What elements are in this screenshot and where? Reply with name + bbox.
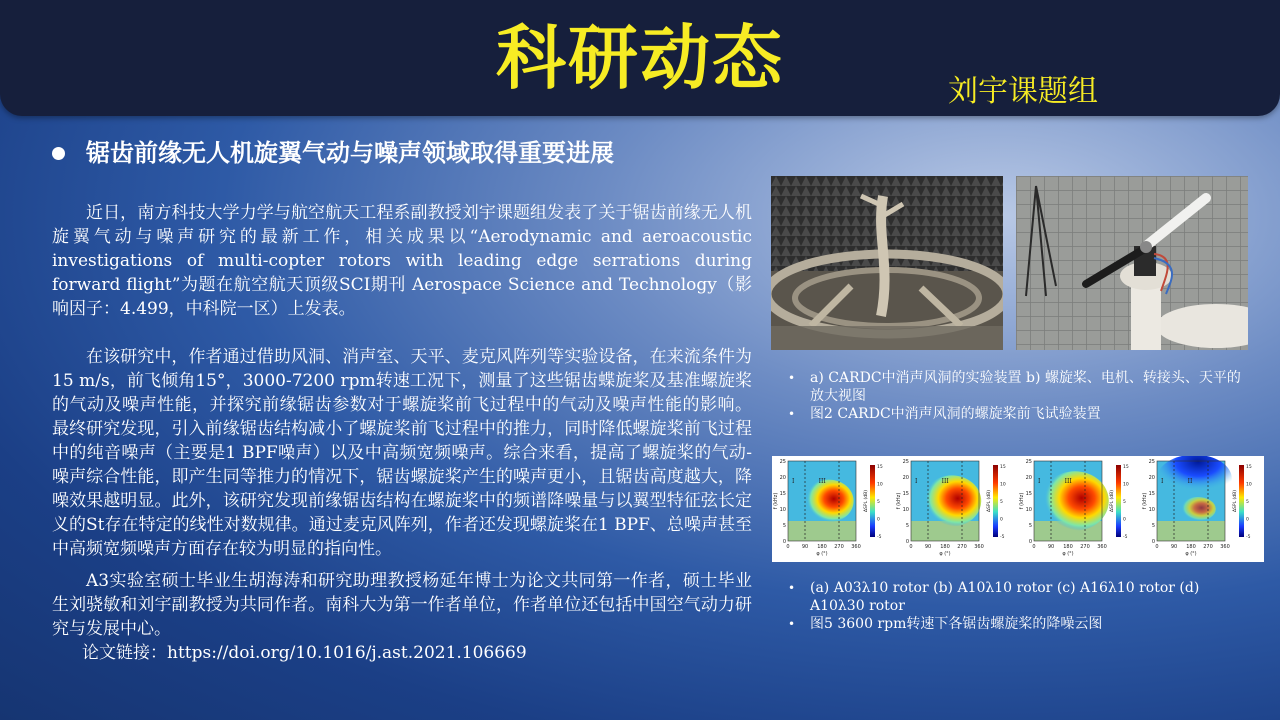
colorbar-tick-label: 0 <box>1246 517 1249 523</box>
figure2-caption-panels: • a) CARDC中消声风洞的实验装置 b) 螺旋桨、电机、转接头、天平的放大视图 <box>788 369 1248 405</box>
heatmap-panel <box>1142 456 1252 557</box>
colorbar-label: ΔSPL (dB) <box>1233 489 1238 513</box>
figure5-caption-title: • 图5 3600 rpm转速下各锯齿螺旋桨的降噪云图 <box>788 615 1248 633</box>
wind-tunnel-illustration <box>771 176 1003 350</box>
heatmap-low-band <box>1157 521 1225 541</box>
paragraph-authors: A3实验室硕士毕业生胡海涛和研究助理教授杨延年博士为论文共同第一作者，硕士毕业生刘骁敏和刘宇副教授为共同作者。南科大为第一作者单位，作者单位还包括中国空气动力研究与发展中心。 <box>52 571 752 639</box>
figure5-caption-panels: • (a) A03λ10 rotor (b) A10λ10 rotor (c) A16λ10 rotor (d) A10λ30 rotor <box>788 579 1248 615</box>
colorbar-tick-label: 15 <box>1246 465 1252 470</box>
colorbar-tick-label: -5 <box>1000 535 1005 540</box>
x-axis-label: φ (°) <box>1185 551 1197 557</box>
colorbar-tick-label: 15 <box>1000 465 1006 470</box>
x-tick-label: 90 <box>924 544 932 550</box>
colorbar-tick-label: 15 <box>877 465 883 470</box>
x-tick-label: 180 <box>817 544 827 550</box>
title-banner <box>0 0 1280 116</box>
colorbar <box>1116 465 1121 537</box>
y-tick-label: 0 <box>905 539 909 545</box>
y-tick-label: 10 <box>1025 507 1032 513</box>
propeller-photo <box>1016 176 1248 350</box>
x-tick-label: 90 <box>801 544 809 550</box>
heatmap-hot-region <box>1180 497 1216 521</box>
article-body <box>52 201 752 665</box>
y-tick-label: 15 <box>902 491 909 497</box>
colorbar <box>993 465 998 537</box>
colorbar-tick-label: 5 <box>1000 500 1003 505</box>
bullet-icon <box>52 147 65 160</box>
x-tick-label: 90 <box>1170 544 1178 550</box>
x-tick-label: 0 <box>1155 544 1159 550</box>
y-tick-label: 20 <box>779 475 786 481</box>
x-tick-label: 360 <box>851 544 861 550</box>
colorbar-tick-label: 0 <box>877 517 880 523</box>
y-tick-label: 25 <box>902 459 909 465</box>
region-label: I <box>1161 478 1164 485</box>
section-heading-text: 锯齿前缘无人机旋翼气动与噪声领域取得重要进展 <box>86 139 614 167</box>
heatmap-panel <box>773 459 883 557</box>
y-tick-label: 15 <box>1025 491 1032 497</box>
paper-link[interactable]: 论文链接：https://doi.org/10.1016/j.ast.2021.106669 <box>82 643 527 663</box>
colorbar-tick-label: -5 <box>1246 535 1251 540</box>
region-label: I <box>792 478 795 485</box>
figure2-captions <box>788 369 1248 423</box>
y-axis-label: f (kHz) <box>1019 492 1025 510</box>
colorbar <box>870 465 875 537</box>
region-label: I <box>915 478 918 485</box>
y-tick-label: 25 <box>779 459 786 465</box>
heatmap-hot-region <box>804 480 854 523</box>
y-tick-label: 0 <box>782 539 786 545</box>
y-tick-label: 25 <box>1148 459 1155 465</box>
x-tick-label: 180 <box>1186 544 1196 550</box>
figure2-caption-title: • 图2 CARDC中消声风洞的螺旋桨前飞试验装置 <box>788 405 1248 423</box>
colorbar-tick-label: -5 <box>877 535 882 540</box>
y-tick-label: 5 <box>1151 523 1155 529</box>
heatmap-cold-region <box>1157 456 1232 503</box>
y-tick-label: 10 <box>1148 507 1155 513</box>
colorbar-label: ΔSPL (dB) <box>987 489 992 513</box>
figure5-captions <box>788 579 1248 633</box>
colorbar-tick-label: 0 <box>1000 517 1003 523</box>
y-tick-label: 0 <box>1151 539 1155 545</box>
region-label: III <box>818 478 826 485</box>
x-tick-label: 90 <box>1047 544 1055 550</box>
colorbar-tick-label: 0 <box>1123 517 1126 523</box>
x-tick-label: 270 <box>1080 544 1090 550</box>
noise-reduction-figure <box>772 456 1264 562</box>
x-tick-label: 270 <box>957 544 967 550</box>
noise-reduction-heatmaps <box>772 456 1264 562</box>
x-tick-label: 180 <box>1063 544 1073 550</box>
propeller-illustration <box>1016 176 1248 350</box>
y-tick-label: 10 <box>779 507 786 513</box>
page-title: 科研动态 <box>496 17 784 99</box>
x-tick-label: 270 <box>1203 544 1213 550</box>
x-axis-label: φ (°) <box>1062 551 1074 557</box>
y-tick-label: 10 <box>902 507 909 513</box>
section-heading <box>52 136 614 170</box>
x-tick-label: 360 <box>1097 544 1107 550</box>
y-axis-label: f (kHz) <box>773 492 779 510</box>
y-tick-label: 20 <box>902 475 909 481</box>
x-tick-label: 0 <box>1032 544 1036 550</box>
colorbar-tick-label: 10 <box>1246 482 1252 488</box>
colorbar-tick-label: 10 <box>1123 482 1129 488</box>
colorbar-tick-label: 15 <box>1123 465 1129 470</box>
paragraph-method: 在该研究中，作者通过借助风洞、消声室、天平、麦克风阵列等实验设备，在来流条件为15 m/s，前飞倾角15°，3000-7200 rpm转速工况下，测量了这些锯齿蝶旋桨及基准螺旋桨的气动及噪声性能，并探究前缘锯齿参数对于螺旋桨前飞过程中的气动及噪声性能的影响。 最终研究发现，引入前缘锯齿结构减小了螺旋桨前飞过程中的推力，同时降低螺旋桨前飞过程中的纯音噪声（主要是1 BPF噪声）以及中高频宽频噪声。综合来看，提高了螺旋桨的气动-噪声综合性能，即产生同等推力的情况下，锯齿螺旋桨产生的噪声更小，且锯齿高度越大，降噪效果越明显。此外，该研究发现前缘锯齿结构在螺旋桨中的频谱降噪量与以翼型特征弦长定义的St存在特定的线性对数规律。通过麦克风阵列，作者还发现螺旋桨在1 BPF、总噪声甚至中高频宽频噪声方面存在较为明显的指向性。 <box>52 347 752 559</box>
y-tick-label: 15 <box>1148 491 1155 497</box>
y-tick-label: 5 <box>1028 523 1032 529</box>
x-axis-label: φ (°) <box>816 551 828 557</box>
colorbar-tick-label: 5 <box>1123 500 1126 505</box>
paragraph-intro: 近日，南方科技大学力学与航空航天工程系副教授刘宇课题组发表了关于锯齿前缘无人机旋翼气动与噪声研究的最新工作，相关成果以“Aerodynamic and aeroacoustic investigations of multi-copter rotors with leading edge serrations during forward flight”为题在航空航天顶级SCI期刊 Aerospace Science and Technology（影响因子：4.499，中科院一区）上发表。 <box>52 203 752 319</box>
x-tick-label: 0 <box>909 544 913 550</box>
y-axis-label: f (kHz) <box>896 492 902 510</box>
x-tick-label: 360 <box>1220 544 1230 550</box>
region-label: III <box>941 478 949 485</box>
wind-tunnel-photo <box>771 176 1003 350</box>
colorbar-label: ΔSPL (dB) <box>1110 489 1115 513</box>
heatmap-panel <box>1019 459 1129 557</box>
x-tick-label: 360 <box>974 544 984 550</box>
y-tick-label: 5 <box>782 523 786 529</box>
y-tick-label: 25 <box>1025 459 1032 465</box>
x-axis-label: φ (°) <box>939 551 951 557</box>
y-tick-label: 0 <box>1028 539 1032 545</box>
y-tick-label: 5 <box>905 523 909 529</box>
x-tick-label: 180 <box>940 544 950 550</box>
region-label: II <box>1187 478 1193 485</box>
region-label: III <box>1064 478 1072 485</box>
colorbar-tick-label: 10 <box>1000 482 1006 488</box>
colorbar <box>1239 465 1244 537</box>
region-label: I <box>1038 478 1041 485</box>
x-tick-label: 270 <box>834 544 844 550</box>
heatmap-panel <box>896 459 1006 557</box>
colorbar-label: ΔSPL (dB) <box>864 489 869 513</box>
y-tick-label: 20 <box>1025 475 1032 481</box>
colorbar-tick-label: 10 <box>877 482 883 488</box>
x-tick-label: 0 <box>786 544 790 550</box>
colorbar-tick-label: -5 <box>1123 535 1128 540</box>
colorbar-tick-label: 5 <box>1246 500 1249 505</box>
y-tick-label: 20 <box>1148 475 1155 481</box>
heatmap-hot-region <box>922 475 981 526</box>
heatmap-low-band <box>788 521 856 541</box>
research-group-label: 刘宇课题组 <box>948 74 1098 109</box>
y-tick-label: 15 <box>779 491 786 497</box>
colorbar-tick-label: 5 <box>877 500 880 505</box>
y-axis-label: f (kHz) <box>1142 492 1148 510</box>
